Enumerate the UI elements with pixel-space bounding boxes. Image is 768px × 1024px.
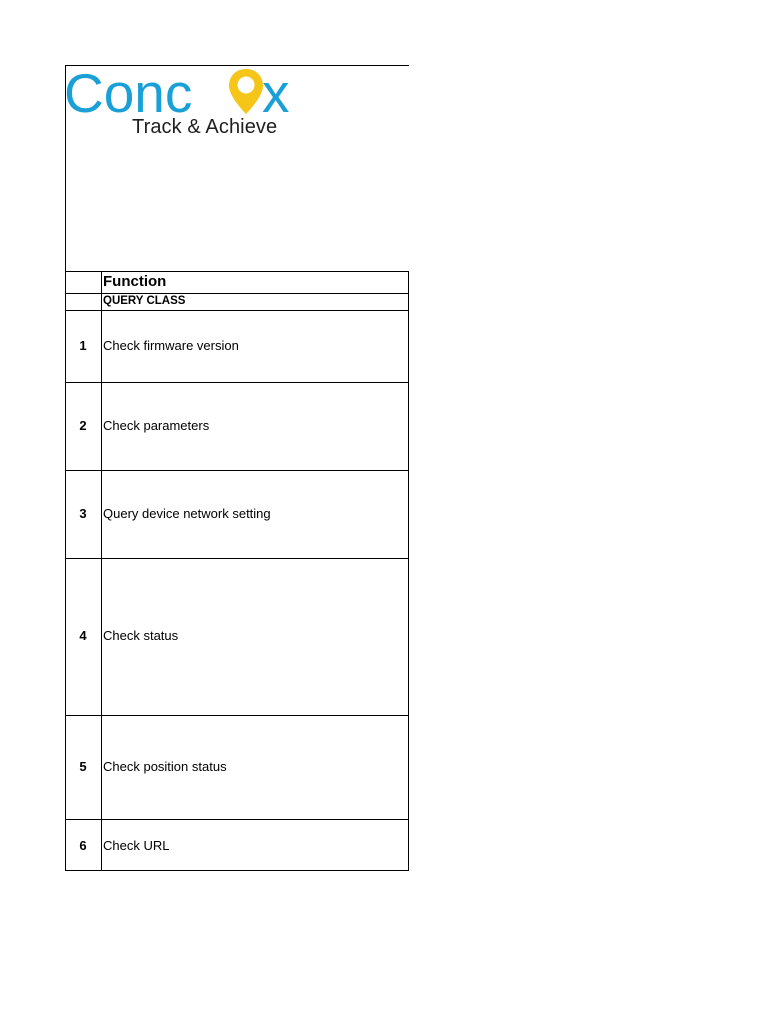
row-line-4-top <box>65 558 409 559</box>
row-line-3-top <box>65 470 409 471</box>
row-line-class-top <box>65 293 409 294</box>
row-function: Check firmware version <box>103 338 239 353</box>
row-line-2-top <box>65 382 409 383</box>
row-number: 6 <box>79 838 87 853</box>
border-right-table <box>408 271 409 871</box>
row-function: Check parameters <box>103 418 210 433</box>
location-pin-icon <box>229 69 263 114</box>
row-number: 4 <box>79 628 87 643</box>
logo-area <box>66 66 408 271</box>
row-line-header-top <box>65 271 409 272</box>
concox-logo <box>66 66 306 144</box>
brand-name-prefix: Conc <box>66 66 193 118</box>
row-function: Check status <box>103 628 179 643</box>
row-number: 1 <box>79 338 87 353</box>
function-column-header: Function <box>103 273 167 290</box>
concox-wordmark <box>66 66 306 118</box>
row-number: 2 <box>79 418 87 433</box>
row-number: 5 <box>79 759 87 774</box>
section-label-query-class: QUERY CLASS <box>103 295 186 307</box>
row-function: Check position status <box>103 759 227 774</box>
column-divider <box>101 271 102 871</box>
row-number: 3 <box>79 506 87 521</box>
row-function: Check URL <box>103 838 170 853</box>
brand-tagline: Track & Achieve <box>132 116 278 138</box>
row-function: Query device network setting <box>103 506 271 521</box>
row-line-6-top <box>65 819 409 820</box>
border-bottom <box>65 870 409 871</box>
row-line-5-top <box>65 715 409 716</box>
row-line-1-top <box>65 310 409 311</box>
brand-name-suffix: x <box>262 66 290 118</box>
